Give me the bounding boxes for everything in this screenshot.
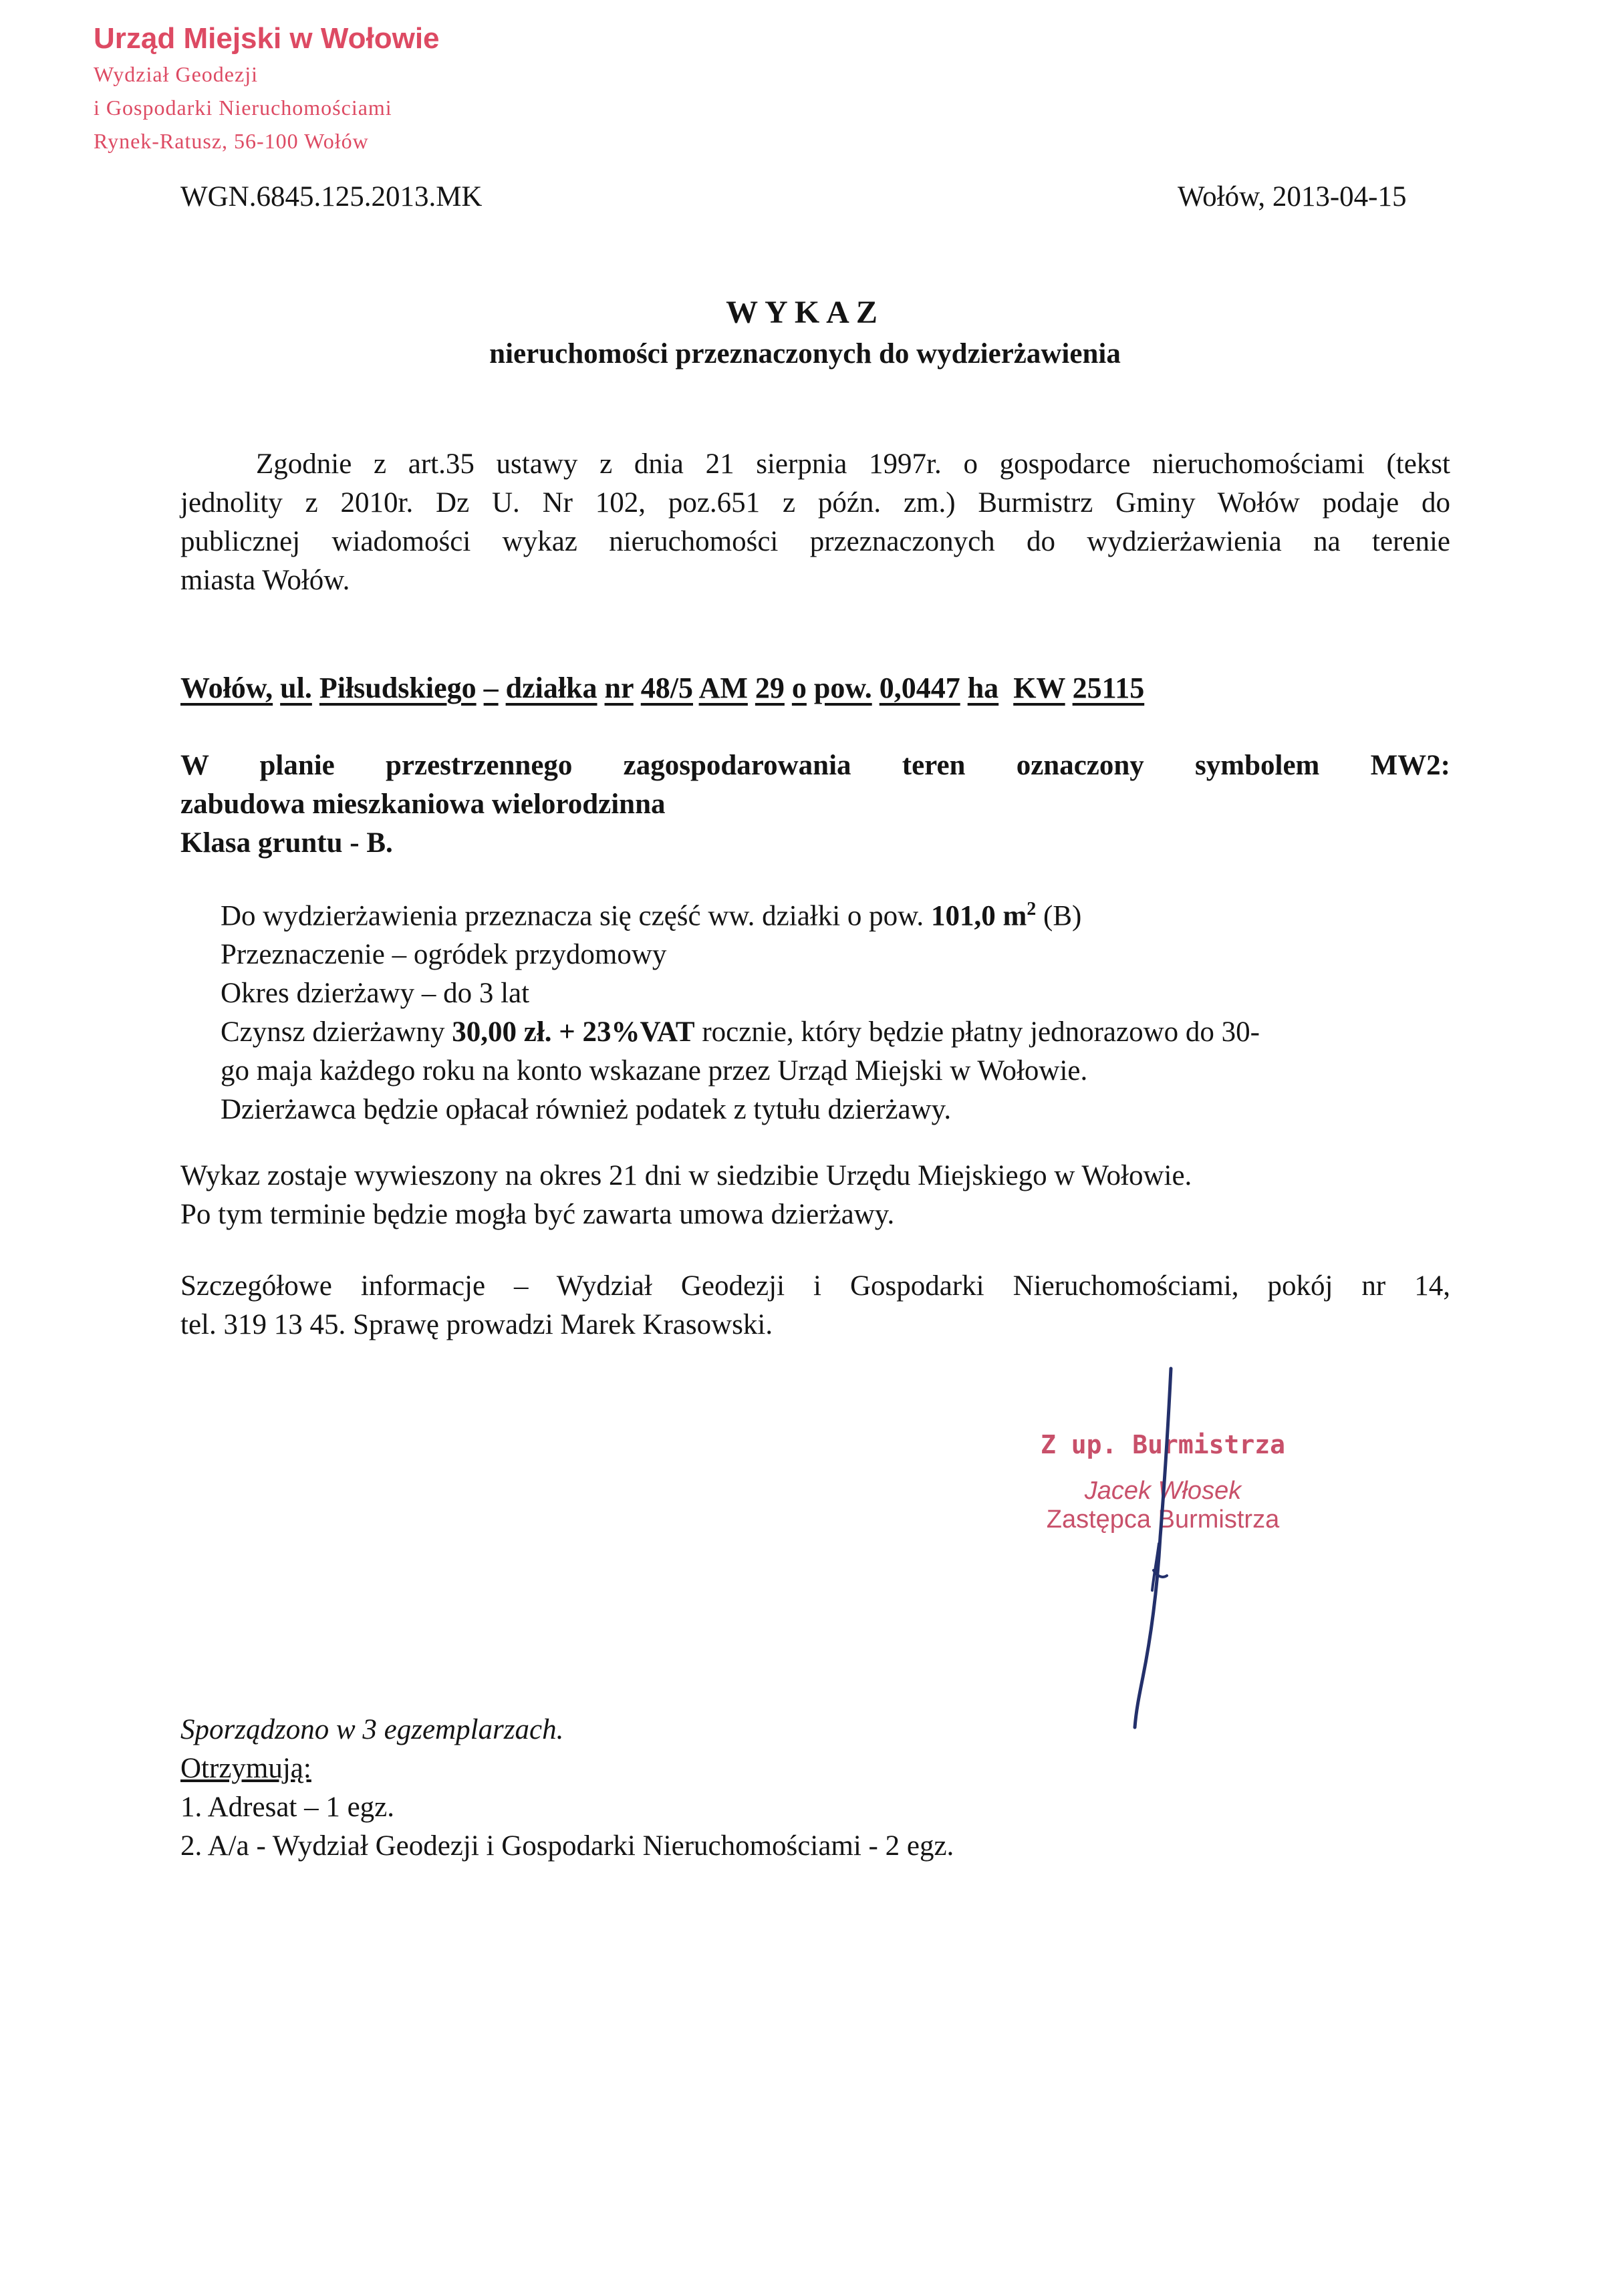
lease-area-unit-sup: 2 xyxy=(1027,899,1037,919)
lease-area xyxy=(221,890,1444,936)
handwritten-signature xyxy=(1096,1363,1176,1737)
intro-line: publicznej wiadomości wykaz nieruchomości przeznaczonych do wydzierżawienia na terenie xyxy=(180,526,1450,557)
lease-area-suffix: (B) xyxy=(1036,900,1082,932)
details-line: tel. 319 13 45. Sprawę prowadzi Marek Krasowski. xyxy=(180,1309,773,1340)
area-value: 0,0447 xyxy=(879,672,960,704)
department-line-2: i Gospodarki Nieruchomościami xyxy=(94,96,392,120)
zoning-plan xyxy=(180,746,1450,863)
posting-notice xyxy=(180,1157,1450,1234)
area-unit: ha xyxy=(967,672,999,704)
location-street-label: ul. xyxy=(280,672,312,704)
intro-line: Zgodnie z art.35 ustawy z dnia 21 sierpnia 1997r. o gospodarce nieruchomościami (tekst xyxy=(256,448,1450,480)
o-label: o xyxy=(791,672,807,704)
rent-prefix: Czynsz dzierżawny xyxy=(221,1016,445,1048)
rent-value: 30,00 zł. + 23%VAT xyxy=(452,1016,695,1048)
kw-number: 25115 xyxy=(1072,672,1145,704)
office-name: Urząd Miejski w Wołowie xyxy=(94,22,440,55)
recipient-item: 2. A/a - Wydział Geodezji i Gospodarki Nieruchomościami - 2 egz. xyxy=(180,1830,954,1862)
distribution-footer xyxy=(180,1711,954,1866)
soil-class: Klasa gruntu - B. xyxy=(180,827,393,859)
office-address: Rynek-Ratusz, 56-100 Wołów xyxy=(94,129,369,153)
office-header-stamp xyxy=(94,20,440,158)
stamp-authorization: Z up. Burmistrza xyxy=(1040,1430,1286,1459)
parcel-number: 48/5 xyxy=(640,672,693,704)
kw-label: KW xyxy=(1013,672,1065,704)
stamp-name: Jacek Włosek xyxy=(1084,1477,1242,1505)
intro-line: jednolity z 2010r. Dz U. Nr 102, poz.651 z późn. zm.) Burmistrz Gminy Wołów podaje do xyxy=(180,487,1450,519)
posting-line: Wykaz zostaje wywieszony na okres 21 dni w siedzibie Urzędu Miejskiego w Wołowie. xyxy=(180,1160,1192,1191)
parcel-label: działka xyxy=(505,672,597,704)
am-number: 29 xyxy=(755,672,785,704)
contact-details xyxy=(180,1267,1450,1344)
property-location xyxy=(180,671,1144,705)
lease-period: Okres dzierżawy – do 3 lat xyxy=(221,978,530,1010)
intro-paragraph xyxy=(180,445,1450,600)
rent-suffix: rocznie, który będzie płatny jednorazowo do 30- xyxy=(694,1016,1260,1048)
plan-line: W planie przestrzennego zagospodarowania teren oznaczony symbolem MW2: xyxy=(180,750,1450,781)
lease-terms xyxy=(221,890,1444,1129)
recipients-label: Otrzymują: xyxy=(180,1753,311,1784)
plan-line: zabudowa mieszkaniowa wielorodzinna xyxy=(180,788,666,820)
document-title: WYKAZ xyxy=(726,295,884,330)
lease-purpose: Przeznaczenie – ogródek przydomowy xyxy=(221,939,667,971)
recipient-item: 1. Adresat – 1 egz. xyxy=(180,1791,395,1823)
lease-area-value: 101,0 m xyxy=(930,900,1027,932)
location-dash: – xyxy=(483,672,499,704)
intro-line: miasta Wołów. xyxy=(180,565,350,596)
place-date: Wołów, 2013-04-15 xyxy=(1178,181,1407,212)
department-line-1: Wydział Geodezji xyxy=(94,62,258,86)
stamp-role: Zastępca Burmistrza xyxy=(1046,1505,1280,1534)
details-line: Szczegółowe informacje – Wydział Geodezji i Gospodarki Nieruchomościami, pokój nr 14, xyxy=(180,1270,1450,1302)
parcel-nr-label: nr xyxy=(604,672,634,704)
area-label: pow. xyxy=(813,672,872,704)
am-label: AM xyxy=(698,672,748,704)
rent-line-2: go maja każdego roku na konto wskazane przez Urząd Miejski w Wołowie. xyxy=(221,1055,1088,1087)
lease-rent xyxy=(221,1013,1444,1052)
copies-note: Sporządzono w 3 egzemplarzach. xyxy=(180,1714,564,1745)
location-city: Wołów, xyxy=(180,672,273,704)
lease-area-prefix: Do wydzierżawienia przeznacza się część ww. działki o pow. xyxy=(221,900,924,932)
location-street-name: Piłsudskiego xyxy=(319,672,477,704)
posting-line: Po tym terminie będzie mogła być zawarta umowa dzierżawy. xyxy=(180,1199,895,1230)
document-subtitle: nieruchomości przeznaczonych do wydzierżawienia xyxy=(489,338,1121,370)
reference-number: WGN.6845.125.2013.MK xyxy=(180,181,483,212)
lease-tax: Dzierżawca będzie opłacał również podatek z tytułu dzierżawy. xyxy=(221,1094,952,1126)
